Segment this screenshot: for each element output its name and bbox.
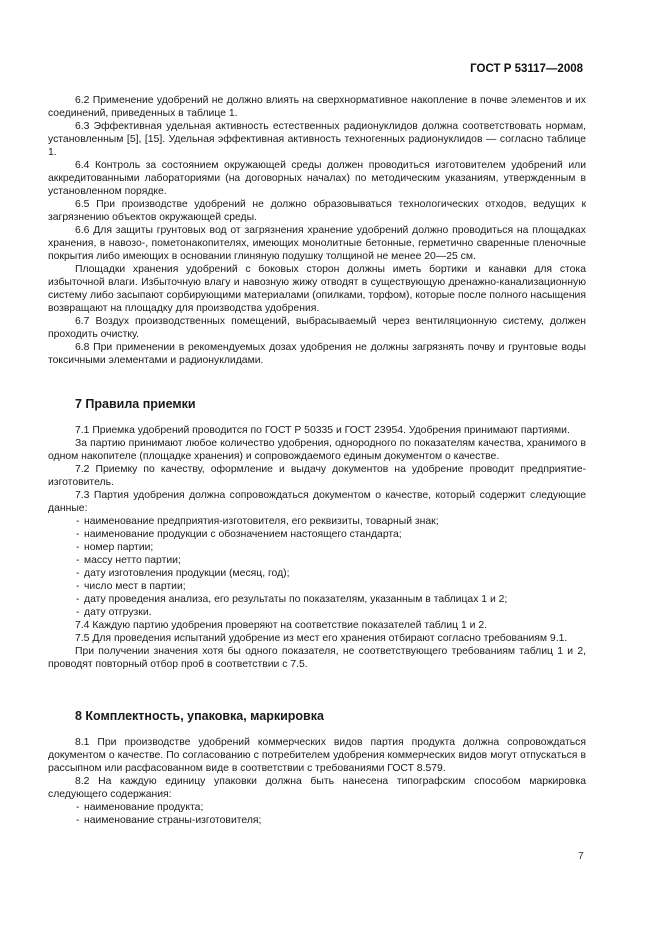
dash-bullet: - xyxy=(76,555,80,566)
paragraph-7-5-resample: При получении значения хотя бы одного показателя, не соответствующего требованиям таблиц 1 и 2, проводят повторный отбор проб в соответствии с 7.5. xyxy=(48,646,586,670)
spacer xyxy=(48,671,586,708)
list-item: - наименование предприятия-изготовителя, его реквизиты, товарный знак; xyxy=(76,516,439,527)
paragraph-6-2: 6.2 Применение удобрений не должно влиять на сверхнормативное накопление в почве элементов и их соединений, приведенных в таблице 1. xyxy=(48,95,586,119)
list-item: - дату изготовления продукции (месяц, год); xyxy=(76,568,290,579)
dash-bullet: - xyxy=(76,516,80,527)
paragraph-8-2: 8.2 На каждую единицу упаковки должна быть нанесена типографским способом маркировка следующего содержания: xyxy=(48,776,586,800)
spacer xyxy=(48,724,586,736)
section-heading-8: 8 Комплектность, упаковка, маркировка xyxy=(75,709,324,723)
dash-bullet: - xyxy=(76,802,80,813)
list-item: - массу нетто партии; xyxy=(76,555,181,566)
paragraph-6-8: 6.8 При применении в рекомендуемых дозах удобрения не должны загрязнять почву и грунтовые воды токсичными элементами и радионуклидами. xyxy=(48,342,586,366)
paragraph-7-2: 7.2 Приемку по качеству, оформление и выдачу документов на удобрение проводит предприятие-изготовитель. xyxy=(48,464,586,488)
paragraph-6-4: 6.4 Контроль за состоянием окружающей среды должен проводиться изготовителем удобрений или аккредитованными лабораториями (на договорных началах) по методическим указаниям, утвержденным в установленном порядке. xyxy=(48,160,586,197)
paragraph-6-5: 6.5 При производстве удобрений не должно образовываться технологических отходов, ведущих к загрязнению объектов окружающей среды. xyxy=(48,199,586,223)
list-item: - число мест в партии; xyxy=(76,581,186,592)
list-item: - номер партии; xyxy=(76,542,154,553)
document-body xyxy=(48,94,586,827)
section-heading-7: 7 Правила приемки xyxy=(75,397,196,411)
paragraph-6-6: 6.6 Для защиты грунтовых вод от загрязнения хранение удобрений должно проводиться на площадках хранения, в навозо-, пометонакопителях, имеющих монолитные бетонные, герметично сваренные пленочные покрытия либо имеющих в основании глиняную подушку толщиной не менее 20—25 см. xyxy=(48,225,586,262)
dash-bullet: - xyxy=(76,594,80,605)
paragraph-6-7: 6.7 Воздух производственных помещений, выбрасываемый через вентиляционную систему, должен проходить очистку. xyxy=(48,316,586,340)
list-item: - дату проведения анализа, его результаты по показателям, указанным в таблицах 1 и 2; xyxy=(76,594,508,605)
dash-bullet: - xyxy=(76,815,80,826)
list-item: - наименование продукции с обозначением настоящего стандарта; xyxy=(76,529,402,540)
dash-bullet: - xyxy=(76,529,80,540)
paragraph-6-6-storage: Площадки хранения удобрений с боковых сторон должны иметь бортики и канавки для стока избыточной влаги. Избыточную влагу и навозную жижу отводят в существующую дренажно-канализационную систему либо засыпают сорбирующими материалами (опилками, торфом), которые после полного насыщения возвращают на площадку для производства удобрения. xyxy=(48,264,586,314)
quality-document-list xyxy=(48,515,586,619)
paragraph-7-1-batch: За партию принимают любое количество удобрения, однородного по показателям качества, хранимого в одном накопителе (площадке хранения) и сопровождаемого единым документом о качестве. xyxy=(48,438,586,462)
dash-bullet: - xyxy=(76,568,80,579)
page-number: 7 xyxy=(578,851,584,862)
paragraph-8-1: 8.1 При производстве удобрений коммерческих видов партия продукта должна сопровождаться документом о качестве. По согласованию с потребителем удобрения коммерческих видов могут отпускаться в рассыпном или расфасованном виде в соответствии с требованиями ГОСТ 8.579. xyxy=(48,737,586,774)
paragraph-7-3: 7.3 Партия удобрения должна сопровождаться документом о качестве, который содержит следующие данные: xyxy=(48,490,586,514)
list-item: - дату отгрузки. xyxy=(76,607,152,618)
list-item: - наименование продукта; xyxy=(76,802,204,813)
spacer xyxy=(48,412,586,424)
dash-bullet: - xyxy=(76,607,80,618)
dash-bullet: - xyxy=(76,581,80,592)
paragraph-7-4: 7.4 Каждую партию удобрения проверяют на соответствие показателей таблиц 1 и 2. xyxy=(75,620,487,631)
paragraph-6-3: 6.3 Эффективная удельная активность естественных радионуклидов должна соответствовать нормам, установленным [5], [15]. Удельная эффективная активность техногенных радионуклидов — согласно таблице 1. xyxy=(48,121,586,158)
document-code-header: ГОСТ Р 53117—2008 xyxy=(470,63,583,75)
marking-list xyxy=(48,801,586,827)
list-item: - наименование страны-изготовителя; xyxy=(76,815,262,826)
paragraph-7-5: 7.5 Для проведения испытаний удобрение из мест его хранения отбирают согласно требованиям 9.1. xyxy=(75,633,568,644)
spacer xyxy=(48,367,586,396)
dash-bullet: - xyxy=(76,542,80,553)
paragraph-7-1: 7.1 Приемка удобрений проводится по ГОСТ Р 50335 и ГОСТ 23954. Удобрения принимают партиями. xyxy=(75,425,570,436)
